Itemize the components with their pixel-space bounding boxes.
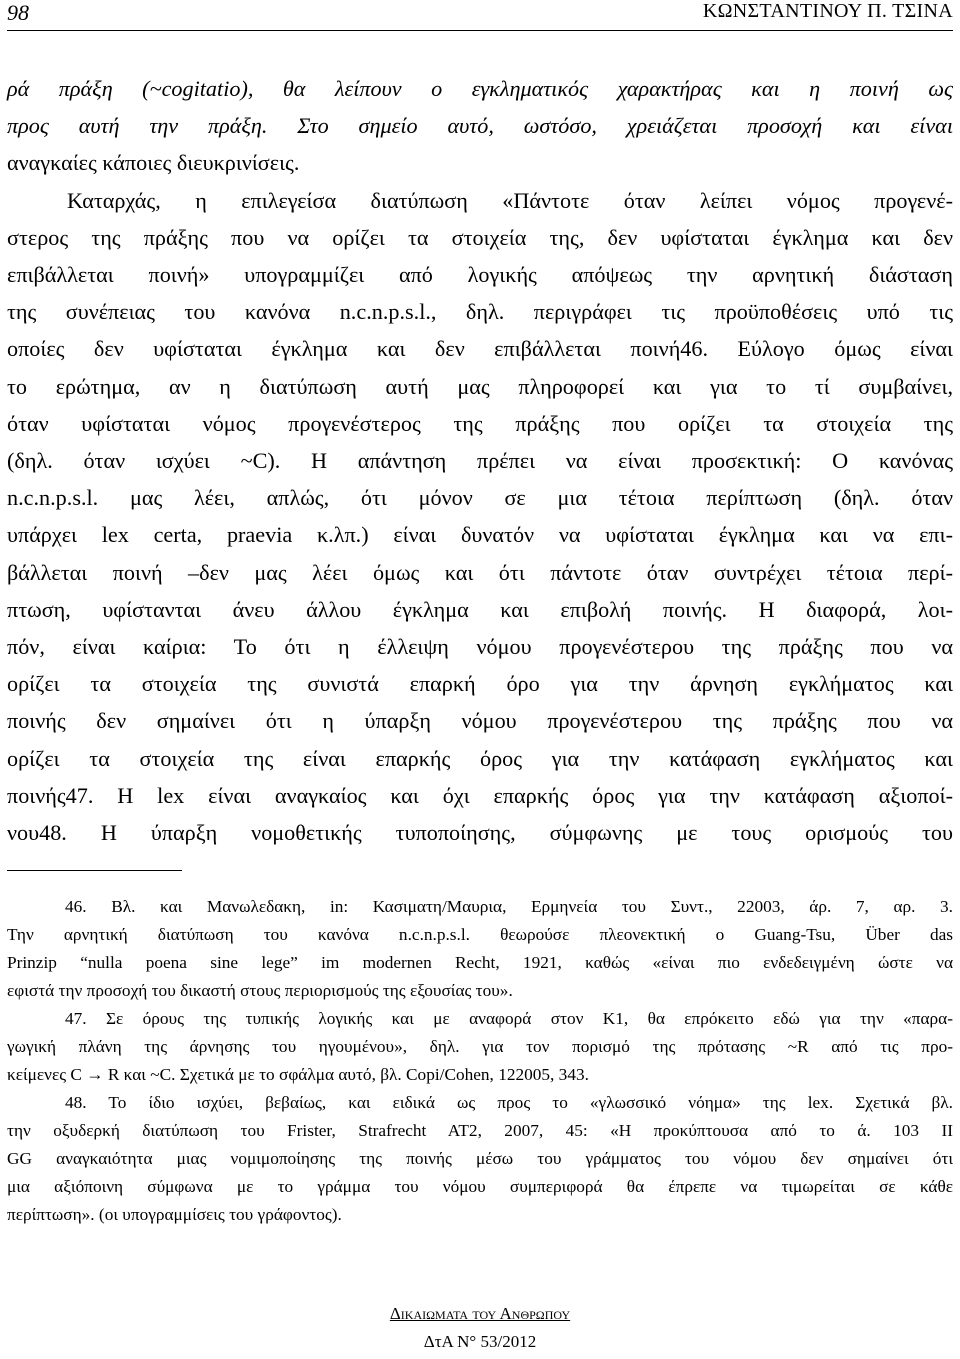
footnote-line: GG αναγκαιότητα μιας νομιμοποίησης της ποινής μέσω του γράμματος του νόμου δεν σημαίνει ότι — [7, 1149, 953, 1168]
body-line: επιβάλλεται ποινή» υπογραμμίζει από λογικής απόψεως την αρνητική διάσταση — [7, 262, 953, 288]
body-line: ποινής47. Η lex είναι αναγκαίος και όχι επαρκής όρος για την κατάφαση αξιοποί- — [7, 782, 953, 808]
footnote-line: Prinzip “nulla poena sine lege” im modernen Recht, 1921, καθώς «είναι πιο ενδεδειγμένη ώστε να — [7, 953, 953, 972]
body-line: πτωση, υφίστανται άνευ άλλου έγκλημα και επιβολή ποινής. Η διαφορά, λοι- — [7, 596, 953, 622]
body-line: πόν, είναι καίρια: Το ότι η έλλειψη νόμου προγενέστερου της πράξης που να — [7, 634, 953, 660]
body-line: υπάρχει lex certa, praevia κ.λπ.) είναι δυνατόν να υφίσταται έγκλημα και να επι- — [7, 522, 953, 548]
body-line: n.c.n.p.s.l. μας λέει, απλώς, ότι μόνον σε μια τέτοια περίπτωση (δηλ. όταν — [7, 485, 953, 511]
footnote-line: 47. Σε όρους της τυπικής λογικής και με αναφορά στον K1, θα επρόκειτο εδώ για την «παρα- — [65, 1009, 953, 1028]
header-rule — [7, 30, 953, 31]
footnotes — [7, 893, 953, 1229]
body-line: της συνέπειας του κανόνα n.c.n.p.s.l., δηλ. περιγράφει τις προϋποθέσεις υπό τις — [7, 299, 953, 325]
body-line: όταν υφίσταται νόμος προγενέστερος της πράξης που ορίζει τα στοιχεία της — [7, 410, 953, 436]
body-line: βάλλεται ποινή –δεν μας λέει όμως και ότι πάντοτε όταν συντρέχει τέτοια περί- — [7, 559, 953, 585]
body-line: ρά πράξη (~cogitatio), θα λείπουν ο εγκληματικός χαρακτήρας και η ποινή ως — [7, 76, 953, 101]
footnote-rule — [7, 870, 182, 871]
body-line: ορίζει τα στοιχεία της είναι επαρκής όρος για την κατάφαση εγκλήματος και — [7, 745, 953, 771]
footnote-line: κείμενες C → R και ~C. Σχετικά με το σφάλμα αυτό, βλ. Copi/Cohen, 122005, 343. — [7, 1065, 589, 1084]
document-page — [7, 0, 953, 1359]
footnote-line: την οξυδερκή διατύπωση του Frister, Strafrecht AT2, 2007, 45: «Η προκύπτουσα από το ά. 103 II — [7, 1121, 953, 1140]
footnote-46 — [7, 893, 953, 1005]
running-title: ΚΩΝΣΤΑΝΤΙΝΟΥ Π. ΤΣΙΝΑ — [702, 0, 953, 22]
body-line: Καταρχάς, η επιλεγείσα διατύπωση «Πάντοτε όταν λείπει νόμος προγενέ- — [67, 187, 953, 213]
issue-number: ΔτΑ Ν° 53/2012 — [423, 1332, 537, 1351]
footnote-47 — [7, 1005, 953, 1089]
body-line: νου48. Η ύπαρξη νομοθετικής τυποποίησης, σύμφωνης με τους ορισμούς του — [7, 820, 953, 846]
body-line: οποίες δεν υφίσταται έγκλημα και δεν επιβάλλεται ποινή46. Εύλογο όμως είναι — [7, 336, 953, 362]
body-line: αναγκαίες κάποιες διευκρινίσεις. — [7, 150, 300, 176]
body-line: το ερώτημα, αν η διατύπωση αυτή μας πληροφορεί και για το τί συμβαίνει, — [7, 373, 953, 399]
footnote-line: 46. Βλ. και Μανωλεδακη, in: Κασιματη/Μαυρια, Ερμηνεία του Συντ., 22003, άρ. 7, αρ. 3. — [65, 897, 953, 916]
footnote-line: Την αρνητική διατύπωση του κανόνα n.c.n.p.s.l. θεωρούσε πλεονεκτική ο Guang-Tsu, Über das — [7, 925, 953, 944]
body-line: προς αυτή την πράξη. Στο σημείο αυτό, ωστόσο, χρειάζεται προσοχή και είναι — [7, 113, 953, 139]
page-number: 98 — [7, 0, 29, 25]
footnote-48 — [7, 1089, 953, 1229]
body-line: ορίζει τα στοιχεία της συνιστά επαρκή όρο για την άρνηση εγκλήματος και — [7, 671, 953, 697]
body-line: στερος της πράξης που να ορίζει τα στοιχεία της, δεν υφίσταται έγκλημα και δεν — [7, 224, 953, 250]
footnote-line: γωγική πλάνη της άρνησης του ηγουμένου», δηλ. για τον πορισμό της πρότασης ~R από τις προ- — [7, 1037, 953, 1056]
running-header — [7, 0, 953, 28]
page-footer — [7, 1300, 953, 1356]
footnote-line: 48. Το ίδιο ισχύει, βεβαίως, και ειδικά ως προς το «γλωσσικό νόημα» της lex. Σχετικά βλ. — [65, 1093, 953, 1112]
journal-name: Δικαιωματα του Ανθρωπου — [389, 1304, 571, 1323]
footnote-line: μια αξιόποινη σύμφωνα με το γράμμα του νόμου συμπεριφορά θα έπρεπε να τιμωρείται σε κάθε — [7, 1177, 953, 1196]
body-line: (δηλ. όταν ισχύει ~C). Η απάντηση πρέπει να είναι προσεκτική: Ο κανόνας — [7, 448, 953, 474]
body-line: ποινής δεν σημαίνει ότι η ύπαρξη νόμου προγενέστερου της πράξης που να — [7, 708, 953, 734]
footnote-line: εφιστά την προσοχή του δικαστή στους περιορισμούς της εξουσίας του». — [7, 981, 513, 1000]
body-text — [7, 70, 953, 851]
footnote-line: περίπτωση». (οι υπογραμμίσεις του γράφοντος). — [7, 1205, 342, 1224]
